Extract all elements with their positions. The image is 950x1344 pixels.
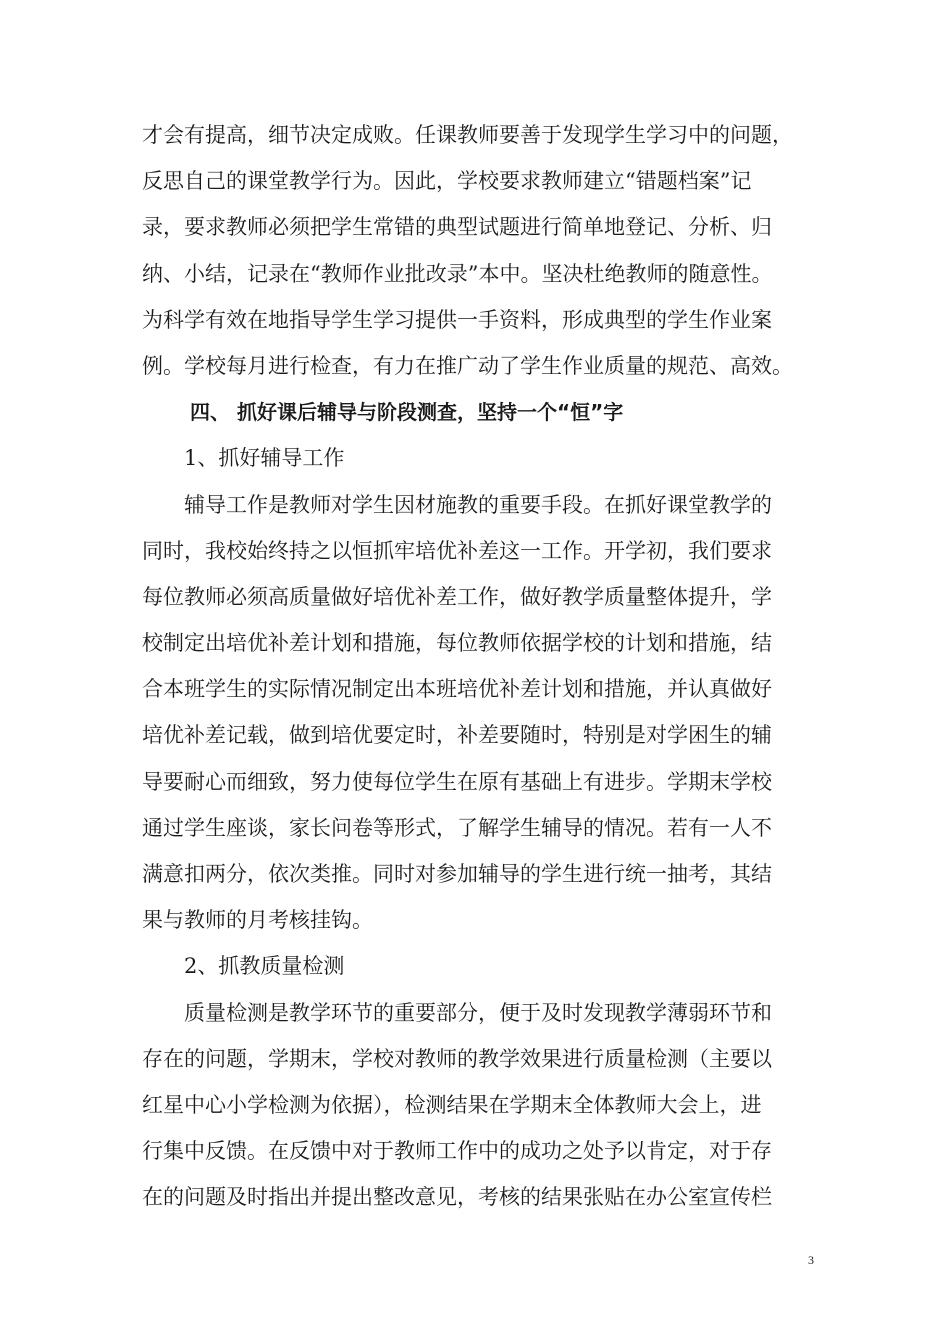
text-line: 录，要求教师必须把学生常错的典型试题进行简单地登记、分析、归: [142, 215, 772, 240]
subsection-heading: 1、抓好辅导工作: [184, 446, 345, 471]
body-text: [142, 112, 812, 1221]
text-line: 行集中反馈。在反馈中对于教师工作中的成功之处予以肯定，对于存: [142, 1139, 772, 1164]
text-line: 培优补差记载，做到培优要定时，补差要随时，特别是对学困生的辅: [142, 723, 772, 748]
text-line: 红星中心小学检测为依据），检测结果在学期末全体教师大会上，进: [142, 1092, 762, 1117]
text-line: 纳、小结，记录在“教师作业批改录”本中。坚决杜绝教师的随意性。: [142, 261, 773, 286]
text-line: 同时，我校始终持之以恒抓牢培优补差这一工作。开学初，我们要求: [142, 538, 772, 563]
text-line: 导要耐心而细致，努力使每位学生在原有基础上有进步。学期末学校: [142, 769, 772, 794]
text-line: 存在的问题，学期末，学校对教师的教学效果进行质量检测（主要以: [142, 1046, 772, 1071]
text-line: 通过学生座谈，家长问卷等形式，了解学生辅导的情况。若有一人不: [142, 815, 772, 840]
text-line: 例。学校每月进行检查，有力在推广动了学生作业质量的规范、高效。: [142, 353, 793, 378]
text-line: 质量检测是教学环节的重要部分，便于及时发现教学薄弱环节和: [184, 1000, 772, 1025]
text-line: 为科学有效在地指导学生学习提供一手资料，形成典型的学生作业案: [142, 307, 772, 332]
text-line: 在的问题及时指出并提出整改意见，考核的结果张贴在办公室宣传栏: [142, 1185, 772, 1210]
section-heading: 四、 抓好课后辅导与阶段测查，坚持一个“恒”字: [190, 400, 624, 425]
text-line: 才会有提高，细节决定成败。任课教师要善于发现学生学习中的问题，: [142, 123, 793, 147]
page-number: 3: [808, 1253, 814, 1267]
text-line: 果与教师的月考核挂钩。: [142, 908, 373, 933]
text-line: 合本班学生的实际情况制定出本班培优补差计划和措施，并认真做好: [142, 677, 772, 702]
text-line: 辅导工作是教师对学生因材施教的重要手段。在抓好课堂教学的: [184, 492, 772, 517]
text-line: 反思自己的课堂教学行为。因此，学校要求教师建立“错题档案”记: [142, 169, 752, 194]
text-line: 校制定出培优补差计划和措施，每位教师依据学校的计划和措施，结: [142, 631, 772, 656]
text-line: 满意扣两分，依次类推。同时对参加辅导的学生进行统一抽考，其结: [142, 862, 772, 886]
subsection-heading: 2、抓教质量检测: [184, 954, 345, 979]
text-line: 每位教师必须高质量做好培优补差工作，做好教学质量整体提升，学: [142, 584, 772, 609]
